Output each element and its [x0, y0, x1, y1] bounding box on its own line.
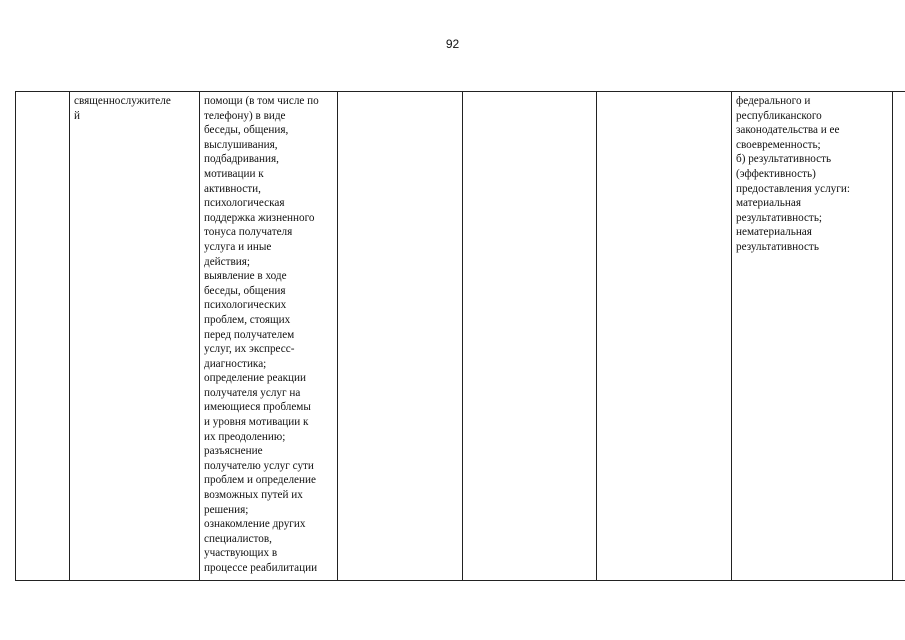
description-text: помощи (в том числе по телефону) в виде беседы, общения, выслушивания, подбадривания, мотивации к активности, психологическая поддержка жизненного тонуса получателя услуга и иные действия; выявление в ходе беседы, общения психологических проблем, стоящих перед получателем услуг, их экспресс- диагностика; определение реакции получателя услуг на имеющиеся проблемы и уровня мотивации к их преодолению; разъяснение получателю услуг сути проблем и определение возможных путей их решения; ознакомление других специалистов, участвующих в процессе реабилитации: [204, 95, 319, 574]
indicators-text: федерального и республиканского законодательства и ее своевременность; б) результативность (эффективность) предоставления услуги: материальная результативность; нематериальная результативность: [736, 95, 850, 253]
service-table: [15, 91, 905, 581]
table-cell-description: [200, 92, 338, 581]
table-cell-indicators: [732, 92, 893, 581]
table-cell-empty-4: [893, 92, 905, 581]
table-cell-provider: [70, 92, 200, 581]
table-row: [16, 92, 905, 581]
table-cell-number: [16, 92, 70, 581]
table-cell-empty-1: [338, 92, 463, 581]
page-number: 92: [445, 37, 460, 51]
table-cell-empty-2: [463, 92, 597, 581]
provider-text: священнослужителе й: [74, 95, 171, 122]
table-cell-empty-3: [597, 92, 732, 581]
